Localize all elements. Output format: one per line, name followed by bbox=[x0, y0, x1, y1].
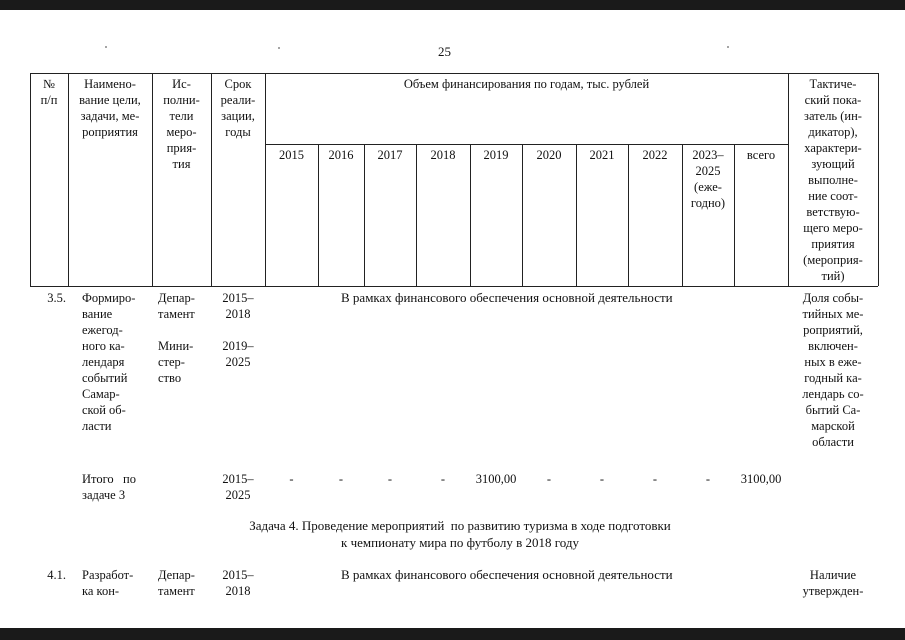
scan-speck bbox=[278, 47, 280, 49]
header-year: 2015 bbox=[279, 148, 304, 162]
years-header-rule bbox=[265, 144, 788, 145]
col-rule bbox=[522, 144, 523, 286]
header-funding: Объем финансирования по годам, тыс. рублей bbox=[403, 77, 650, 91]
total-value: - bbox=[599, 472, 605, 486]
row-executors: Депар- тамент bbox=[158, 568, 195, 598]
total-value: 3100,00 bbox=[475, 472, 517, 486]
total-value: - bbox=[289, 472, 294, 486]
row-term: 2015– 2018 2019– 2025 bbox=[222, 291, 254, 369]
row-executors: Депар- тамент Мини- стер- ство bbox=[158, 291, 195, 385]
task-4-heading: Задача 4. Проведение мероприятий по развитию туризма в ходе подготовки к чемпионату мира по футболу в 2018 году bbox=[249, 518, 671, 550]
col-rule bbox=[416, 144, 417, 286]
total-value: - bbox=[387, 472, 393, 486]
header-year: 2018 bbox=[430, 148, 456, 162]
col-rule bbox=[364, 144, 365, 286]
header-name: Наимено- вание цели, задачи, ме- роприятия bbox=[79, 77, 141, 139]
header-year: 2020 bbox=[536, 148, 562, 162]
total-value: - bbox=[440, 472, 446, 486]
scan-top-border bbox=[0, 0, 905, 10]
header-year: 2019 bbox=[483, 148, 509, 162]
row-indicator: Доля собы- тийных ме- роприятий, включен- ных в еже- годный ка- лендарь со- бытий Са- марской области bbox=[802, 291, 864, 449]
row-term: 2015– 2018 bbox=[222, 568, 254, 598]
header-year: 2016 bbox=[328, 148, 354, 162]
col-rule bbox=[318, 144, 319, 286]
row-indicator: Наличие утвержден- bbox=[802, 568, 864, 598]
row-name: Разработ- ка кон- bbox=[82, 568, 134, 598]
header-num: № п/п bbox=[40, 77, 58, 107]
col-rule bbox=[628, 144, 629, 286]
total-term: 2015– 2025 bbox=[222, 472, 254, 502]
col-rule bbox=[878, 73, 879, 286]
header-year: 2023– 2025 (еже- годно) bbox=[690, 148, 726, 210]
header-indicator: Тактиче- ский пока- затель (ин- дикатор), характери- зующий выполне- ние соот- ветствую- щего меро- приятия (мероприя- тий) bbox=[803, 77, 863, 283]
page-number: 25 bbox=[438, 44, 451, 59]
row-num: 4.1. bbox=[47, 568, 66, 582]
scan-bottom-border bbox=[0, 628, 905, 640]
table-top-rule bbox=[30, 73, 878, 74]
scan-speck bbox=[727, 46, 729, 48]
header-year: 2021 bbox=[589, 148, 615, 162]
col-rule bbox=[470, 144, 471, 286]
row-funding-note: В рамках финансового обеспечения основной деятельности bbox=[341, 567, 673, 582]
total-value: - bbox=[652, 472, 658, 486]
col-rule bbox=[265, 73, 266, 286]
total-label: Итого по задаче 3 bbox=[82, 472, 136, 502]
col-rule bbox=[576, 144, 577, 286]
header-year: всего bbox=[746, 148, 776, 162]
row-name: Формиро- вание ежегод- ного ка- лендаря событий Самар- ской об- ласти bbox=[82, 291, 136, 433]
col-rule bbox=[734, 144, 735, 286]
row-num: 3.5. bbox=[47, 291, 66, 305]
header-year: 2022 bbox=[642, 148, 668, 162]
scan-speck bbox=[105, 46, 107, 48]
row-funding-note: В рамках финансового обеспечения основной деятельности bbox=[341, 290, 673, 305]
total-value: - bbox=[338, 472, 344, 486]
header-term: Срок реали- зации, годы bbox=[220, 77, 256, 139]
total-value: 3100,00 bbox=[740, 472, 782, 486]
header-bottom-rule bbox=[30, 286, 878, 287]
total-value: - bbox=[705, 472, 711, 486]
total-value: - bbox=[546, 472, 552, 486]
header-year: 2017 bbox=[377, 148, 403, 162]
header-executors: Ис- полни- тели меро- прия- тия bbox=[163, 77, 200, 171]
